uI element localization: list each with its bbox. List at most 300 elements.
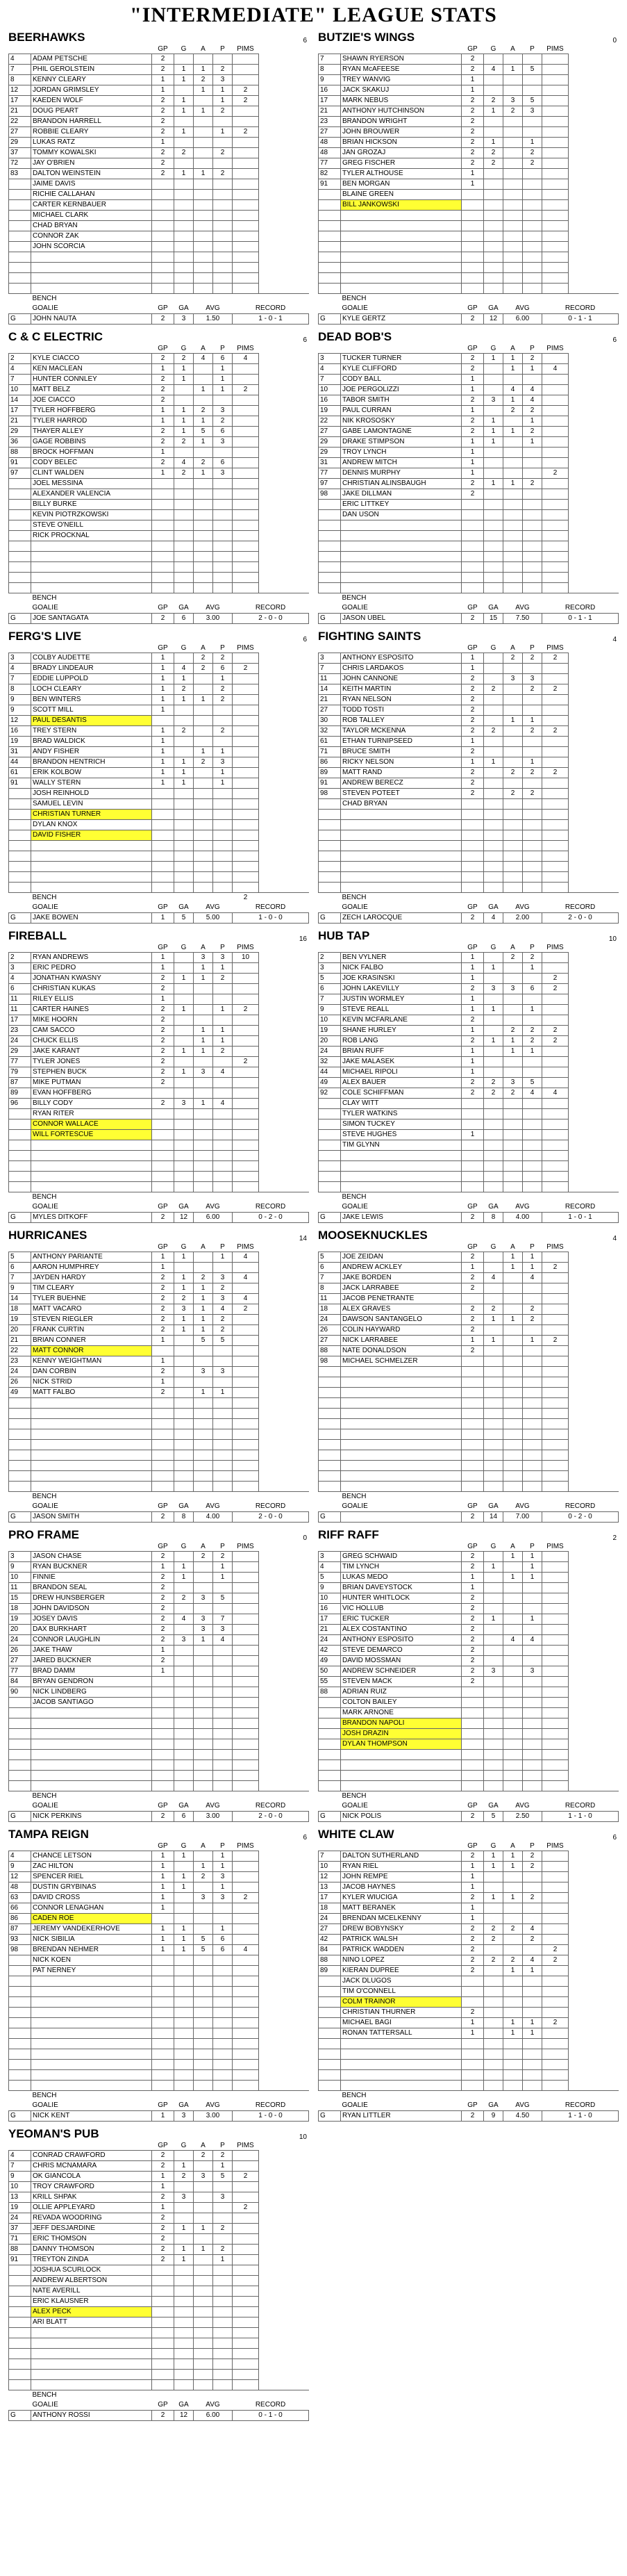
player-pims: 2: [542, 984, 569, 994]
player-number: 6: [319, 984, 341, 994]
player-number: [9, 1760, 31, 1771]
player-assists: 1: [194, 416, 213, 427]
player-pims: [233, 1409, 259, 1419]
player-row: [319, 1729, 619, 1739]
spacer-cell: [569, 1315, 619, 1325]
player-pims: [233, 375, 259, 385]
player-name: BRAD DAMM: [31, 1666, 152, 1677]
player-assists: 1: [503, 1966, 523, 1976]
player-points: 2: [523, 148, 542, 158]
column-header-row: [319, 643, 619, 653]
player-name: BRENDAN NEHMER: [31, 1945, 152, 1955]
player-assists: [503, 747, 523, 757]
goalie-header-ga: GA: [488, 304, 499, 312]
player-points: 2: [213, 148, 233, 158]
spacer-cell: [569, 2070, 619, 2081]
player-goals: [174, 263, 194, 273]
player-points: [213, 2203, 233, 2213]
player-name: [341, 1419, 462, 1429]
player-name: TREY STERN: [31, 726, 152, 737]
player-name: TIM CLEARY: [31, 1283, 152, 1294]
player-name: [341, 2039, 462, 2049]
player-number: [319, 1760, 341, 1771]
player-points: [523, 1440, 542, 1450]
player-number: 50: [319, 1666, 341, 1677]
player-goals: [174, 653, 194, 664]
header-blank: [31, 344, 152, 354]
player-number: 13: [9, 2192, 31, 2203]
goalie-name: ZECH LAROCQUE: [341, 913, 462, 924]
spacer-cell: [259, 1903, 309, 1914]
player-gp: [462, 1172, 484, 1182]
player-number: [9, 1109, 31, 1119]
player-row: [9, 2028, 309, 2039]
player-goals: 1: [484, 1851, 503, 1862]
player-assists: [194, 716, 213, 726]
team-header: [318, 1828, 618, 1841]
player-pims: [233, 1182, 259, 1192]
player-pims: [542, 862, 569, 872]
player-number: 24: [9, 2213, 31, 2224]
header-p: P: [220, 1242, 225, 1251]
spacer-cell: [259, 1997, 309, 2008]
player-name: TIM LYNCH: [341, 1562, 462, 1573]
player-row: [319, 2018, 619, 2028]
spacer-cell: [569, 1057, 619, 1067]
player-row: [9, 437, 309, 448]
player-name: [31, 2060, 152, 2070]
goalie-ga: 12: [174, 2411, 194, 2421]
player-name: GAGE ROBBINS: [31, 437, 152, 448]
player-assists: [503, 705, 523, 716]
player-gp: 1: [462, 757, 484, 768]
player-pims: [542, 1583, 569, 1593]
player-gp: 2: [152, 1604, 174, 1614]
player-number: [9, 1440, 31, 1450]
goalie-header-ga: GA: [488, 1502, 499, 1510]
player-number: 98: [319, 489, 341, 500]
player-number: 9: [319, 1583, 341, 1593]
player-goals: [484, 789, 503, 799]
spacer-cell: [569, 1151, 619, 1161]
player-number: 4: [9, 364, 31, 375]
header-blank: [569, 44, 619, 54]
goalie-header-row: [319, 603, 619, 614]
player-number: [9, 1419, 31, 1429]
player-name: CONNOR LAUGHLIN: [31, 1635, 152, 1646]
spacer-cell: [569, 1419, 619, 1429]
player-row: [9, 231, 309, 242]
player-number: 27: [319, 1924, 341, 1935]
player-name: BRANDON NAPOLI: [341, 1718, 462, 1729]
player-gp: 2: [152, 385, 174, 395]
player-assists: [194, 1005, 213, 1015]
header-blank: [341, 344, 462, 354]
spacer-cell: [259, 1140, 309, 1151]
player-row: [9, 2060, 309, 2070]
player-goals: [174, 583, 194, 593]
player-goals: 2: [484, 1935, 503, 1945]
player-goals: [484, 1109, 503, 1119]
column-header-row: [9, 344, 309, 354]
player-name: [341, 841, 462, 851]
player-row: [9, 1851, 309, 1862]
player-assists: [194, 1882, 213, 1893]
player-gp: 2: [462, 1088, 484, 1099]
header-gp: GP: [158, 643, 168, 652]
team-card: [8, 1828, 308, 2122]
header-gp: GP: [467, 44, 478, 53]
player-points: 1: [213, 1005, 233, 1015]
player-row: [319, 830, 619, 841]
player-gp: [462, 2039, 484, 2049]
player-row: [9, 1687, 309, 1698]
bench-blank: [152, 2390, 174, 2401]
player-points: [213, 520, 233, 531]
player-points: [523, 705, 542, 716]
player-goals: [174, 2328, 194, 2338]
player-row: [319, 1419, 619, 1429]
player-assists: [194, 1088, 213, 1099]
player-pims: [542, 872, 569, 883]
player-row: [319, 520, 619, 531]
player-pims: [542, 1172, 569, 1182]
player-number: 44: [319, 1067, 341, 1078]
player-pims: [233, 810, 259, 820]
player-number: 36: [9, 437, 31, 448]
player-points: [213, 1760, 233, 1771]
player-points: [213, 190, 233, 200]
player-points: [523, 500, 542, 510]
player-gp: 2: [462, 1325, 484, 1336]
player-points: [523, 179, 542, 190]
bench-label: BENCH: [341, 1192, 462, 1203]
player-row: [319, 1914, 619, 1924]
player-pims: [233, 1015, 259, 1026]
roster-table: [8, 943, 309, 1223]
player-gp: 1: [152, 747, 174, 757]
player-assists: 3: [194, 953, 213, 963]
bench-blank: [213, 1192, 233, 1203]
player-goals: [174, 2070, 194, 2081]
player-assists: [503, 1666, 523, 1677]
player-number: [9, 2276, 31, 2286]
player-row: [319, 778, 619, 789]
bench-blank: [174, 1492, 194, 1502]
player-points: [213, 1718, 233, 1729]
goalie-row: [9, 2411, 309, 2421]
spacer-cell: [259, 768, 309, 778]
player-pims: [233, 1161, 259, 1172]
player-points: [523, 75, 542, 85]
player-name: [341, 583, 462, 593]
player-points: [213, 1914, 233, 1924]
player-assists: [194, 2192, 213, 2203]
goalie-header-label: GOALIE: [342, 903, 368, 911]
player-pims: [542, 1119, 569, 1130]
player-assists: [194, 148, 213, 158]
player-pims: [233, 242, 259, 252]
player-assists: 2: [194, 75, 213, 85]
player-number: 42: [319, 1935, 341, 1945]
player-pims: [233, 1760, 259, 1771]
player-points: 3: [213, 75, 233, 85]
goalie-header-blank: [9, 2101, 31, 2111]
player-goals: [484, 541, 503, 552]
player-goals: 2: [484, 158, 503, 169]
player-goals: [484, 179, 503, 190]
player-goals: [484, 284, 503, 294]
player-row: [319, 106, 619, 117]
player-points: 3: [213, 1273, 233, 1283]
player-points: [523, 520, 542, 531]
player-goals: [174, 541, 194, 552]
player-row: [319, 1346, 619, 1356]
player-number: [9, 1119, 31, 1130]
player-name: NINO LOPEZ: [341, 1955, 462, 1966]
player-row: [319, 1718, 619, 1729]
player-gp: [152, 1708, 174, 1718]
spacer-cell: [569, 664, 619, 674]
player-gp: [152, 1461, 174, 1471]
player-gp: [152, 2359, 174, 2370]
player-gp: 2: [152, 1099, 174, 1109]
player-pims: [233, 1862, 259, 1872]
bench-blank: [523, 1192, 542, 1203]
player-points: 1: [213, 1862, 233, 1872]
player-points: [213, 2028, 233, 2039]
spacer-cell: [259, 583, 309, 593]
player-assists: [503, 1140, 523, 1151]
player-assists: [194, 2008, 213, 2018]
player-name: [341, 862, 462, 872]
spacer-cell: [569, 1687, 619, 1698]
player-number: 29: [319, 448, 341, 458]
player-points: [523, 468, 542, 479]
player-goals: 4: [484, 65, 503, 75]
player-pims: [233, 2338, 259, 2349]
player-row: [9, 1614, 309, 1625]
spacer-cell: [569, 1698, 619, 1708]
goalie-header-record: RECORD: [565, 2101, 596, 2109]
spacer-cell: [569, 1273, 619, 1283]
player-points: 4: [523, 1635, 542, 1646]
spacer-cell: [569, 395, 619, 406]
player-assists: [194, 768, 213, 778]
player-number: [319, 841, 341, 851]
team-card: [8, 2127, 308, 2421]
player-gp: 1: [462, 1263, 484, 1273]
player-pims: [542, 1914, 569, 1924]
player-goals: [484, 1573, 503, 1583]
goalie-record: 2 - 0 - 0: [233, 1812, 309, 1822]
player-goals: [174, 1409, 194, 1419]
player-assists: [194, 1718, 213, 1729]
player-number: [9, 1997, 31, 2008]
player-assists: 2: [194, 2151, 213, 2161]
player-goals: [484, 1698, 503, 1708]
player-gp: 1: [462, 458, 484, 468]
player-assists: [194, 674, 213, 684]
player-gp: [462, 1781, 484, 1791]
goalie-header-gp: GP: [467, 2101, 478, 2109]
player-row: [319, 1315, 619, 1325]
player-number: 27: [319, 127, 341, 138]
player-pims: [233, 510, 259, 520]
player-number: [319, 1440, 341, 1450]
spacer-cell: [259, 1461, 309, 1471]
player-name: TYLER WATKINS: [341, 1109, 462, 1119]
player-number: 49: [319, 1078, 341, 1088]
header-blank: [31, 1841, 152, 1851]
player-name: [31, 841, 152, 851]
player-points: [523, 1656, 542, 1666]
player-row: [9, 1388, 309, 1398]
player-row: [319, 2081, 619, 2091]
bench-row: [9, 294, 309, 304]
player-gp: [152, 1119, 174, 1130]
player-points: 2: [213, 2151, 233, 2161]
player-points: 2: [523, 684, 542, 695]
player-pims: [233, 883, 259, 893]
player-goals: [174, 1997, 194, 2008]
player-number: 21: [319, 695, 341, 705]
team-points: 16: [299, 935, 307, 943]
player-pims: [542, 190, 569, 200]
player-gp: 2: [152, 1078, 174, 1088]
bench-blank: [523, 2091, 542, 2101]
player-gp: [152, 1698, 174, 1708]
player-goals: [174, 737, 194, 747]
bench-blank: [319, 893, 341, 903]
spacer-cell: [259, 354, 309, 364]
player-goals: [174, 705, 194, 716]
player-gp: 1: [462, 375, 484, 385]
player-number: 12: [9, 1872, 31, 1882]
player-assists: [503, 169, 523, 179]
player-gp: 2: [462, 427, 484, 437]
player-name: [341, 252, 462, 263]
goalie-header-record: RECORD: [565, 903, 596, 911]
player-points: [523, 2049, 542, 2060]
header-gp: GP: [158, 943, 168, 951]
player-gp: [152, 2049, 174, 2060]
player-pims: [542, 1182, 569, 1192]
goalie-header-ga: GA: [488, 2101, 499, 2109]
player-points: [213, 820, 233, 830]
spacer-cell: [259, 541, 309, 552]
player-gp: 1: [462, 448, 484, 458]
player-points: [523, 1781, 542, 1791]
goalie-header-blank: [9, 1502, 31, 1512]
player-gp: 2: [462, 674, 484, 684]
goalie-avg: 7.50: [503, 614, 542, 624]
player-number: [9, 552, 31, 562]
player-goals: 1: [174, 375, 194, 385]
player-pims: [233, 984, 259, 994]
bench-blank: [194, 1192, 213, 1203]
player-pims: [233, 65, 259, 75]
player-gp: [462, 1161, 484, 1172]
player-gp: [462, 1151, 484, 1161]
spacer-cell: [569, 65, 619, 75]
player-name: BRIAN CONNER: [31, 1336, 152, 1346]
player-assists: [194, 1398, 213, 1409]
spacer-cell: [259, 427, 309, 437]
player-goals: [174, 500, 194, 510]
spacer-cell: [259, 1687, 309, 1698]
player-assists: 1: [194, 1635, 213, 1646]
player-name: [341, 541, 462, 552]
goalie-header-avg: AVG: [515, 604, 530, 612]
goalie-name: MYLES DITKOFF: [31, 1213, 152, 1223]
goalie-avg: 3.00: [194, 2111, 233, 2122]
player-goals: 1: [174, 406, 194, 416]
player-row: [319, 674, 619, 684]
player-gp: [462, 1367, 484, 1377]
player-name: [31, 2039, 152, 2049]
player-number: [9, 179, 31, 190]
bench-row: [319, 1791, 619, 1802]
spacer-cell: [259, 1088, 309, 1099]
player-assists: [503, 1440, 523, 1450]
player-goals: 1: [174, 1945, 194, 1955]
player-assists: [503, 664, 523, 674]
player-row: [9, 2192, 309, 2203]
player-number: 44: [9, 757, 31, 768]
goalie-gp: 2: [462, 1213, 484, 1223]
player-assists: [194, 851, 213, 862]
player-row: [9, 851, 309, 862]
player-assists: [503, 883, 523, 893]
player-row: [9, 1583, 309, 1593]
player-assists: [194, 705, 213, 716]
bench-blank: [9, 2091, 31, 2101]
player-name: CHRISTIAN THURNER: [341, 2008, 462, 2018]
spacer-cell: [259, 1635, 309, 1646]
player-row: [319, 479, 619, 489]
player-assists: [194, 541, 213, 552]
spacer-cell: [569, 1409, 619, 1419]
player-row: [319, 1625, 619, 1635]
player-gp: [462, 1997, 484, 2008]
player-name: [31, 2370, 152, 2380]
player-goals: [174, 1862, 194, 1872]
player-assists: [503, 1161, 523, 1172]
player-pims: [233, 2039, 259, 2049]
player-name: MATT BELZ: [31, 385, 152, 395]
player-goals: [174, 747, 194, 757]
player-points: [523, 1646, 542, 1656]
player-name: [31, 1750, 152, 1760]
player-assists: [503, 1739, 523, 1750]
player-points: [213, 1583, 233, 1593]
player-points: 1: [523, 757, 542, 768]
player-gp: 2: [152, 1656, 174, 1666]
roster-table: [318, 943, 619, 1223]
player-number: [9, 862, 31, 872]
player-name: [341, 810, 462, 820]
spacer-cell: [259, 2018, 309, 2028]
player-gp: 2: [462, 117, 484, 127]
player-assists: [194, 520, 213, 531]
player-number: 8: [9, 75, 31, 85]
header-blank: [259, 1242, 309, 1252]
spacer-cell: [569, 1140, 619, 1151]
header-blank: [259, 643, 309, 653]
player-pims: [542, 416, 569, 427]
player-pims: 10: [233, 953, 259, 963]
